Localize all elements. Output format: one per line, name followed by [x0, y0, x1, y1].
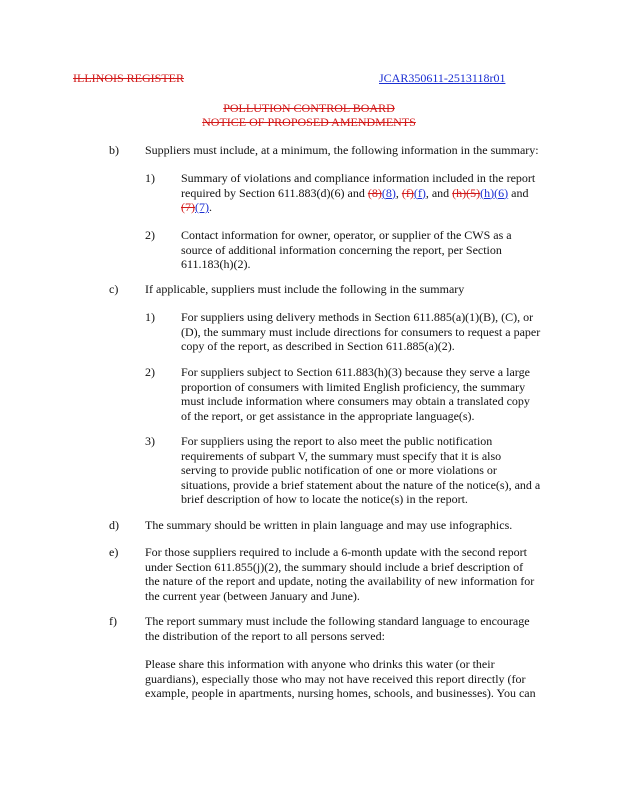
section-c-text: If applicable, suppliers must include the following in the summary [145, 282, 465, 296]
section-b-item1-label: 1) [145, 171, 155, 185]
section-e-label: e) [109, 545, 119, 559]
section-b-item2: Contact information for owner, operator, or supplier of the CWS as a source of additional information concerning the report, per Section 611.183(h)(2). [181, 228, 512, 271]
header-notice: NOTICE OF PROPOSED AMENDMENTS [202, 115, 416, 129]
section-c-item3: For suppliers using the report to also meet the public notification requirements of subpart V, the summary must specify that it is also serving to provide public notification of one or more violations or situations, provide a brief statement about the nature of the notice(s), and a brief description of how to locate the notice(s) in the report. [181, 434, 541, 506]
section-c-item2: For suppliers subject to Section 611.883(h)(3) because they serve a large proportion of consumers with limited English proficiency, the summary must include information where consumers may obtain a translated copy of the report, or get assistance in the appropriate language(s). [181, 365, 530, 423]
section-c-item1-label: 1) [145, 310, 155, 324]
header-register: ILLINOIS REGISTER [73, 71, 184, 85]
header-jcar-id: JCAR350611-2513118r01 [379, 71, 506, 85]
section-b-item1-line2: required by Section 611.883(d)(6) and (8)(8), (f)(f), and (h)(5)(h)(6) and [181, 185, 529, 200]
header-board: POLLUTION CONTROL BOARD [223, 101, 395, 115]
section-f-label: f) [109, 614, 117, 628]
section-f-standard-language: Please share this information with anyone who drinks this water (or their guardians), especially those who may not have received this report directly (for example, people in apartments, nursing homes, schools, and businesses). You can [145, 657, 536, 700]
section-c-item1: For suppliers using delivery methods in Section 611.885(a)(1)(B), (C), or (D), the summary must include directions for consumers to request a paper copy of the report, as described in Section 611.885(a)(2). [181, 310, 541, 353]
section-d-label: d) [109, 518, 119, 532]
section-d-text: The summary should be written in plain language and may use infographics. [145, 518, 513, 532]
section-c-item2-label: 2) [145, 365, 155, 379]
section-b-item1-line3: (7)(7). [181, 200, 212, 214]
section-b-label: b) [109, 143, 119, 157]
section-b-text: Suppliers must include, at a minimum, the following information in the summary: [145, 143, 539, 157]
section-e-text: For those suppliers required to include a 6-month update with the second report under Section 611.855(j)(2), the summary should include a brief description of the nature of the report and update, noting the availability of new information for the current year (between January and June). [145, 545, 535, 603]
section-c-label: c) [109, 282, 119, 296]
section-b-item1-line1: Summary of violations and compliance information included in the report [181, 171, 536, 185]
section-b-item2-label: 2) [145, 228, 155, 242]
section-b-item1 [181, 171, 591, 215]
section-f-text: The report summary must include the following standard language to encourage the distribution of the report to all persons served: [145, 614, 530, 643]
section-c-item3-label: 3) [145, 434, 155, 448]
